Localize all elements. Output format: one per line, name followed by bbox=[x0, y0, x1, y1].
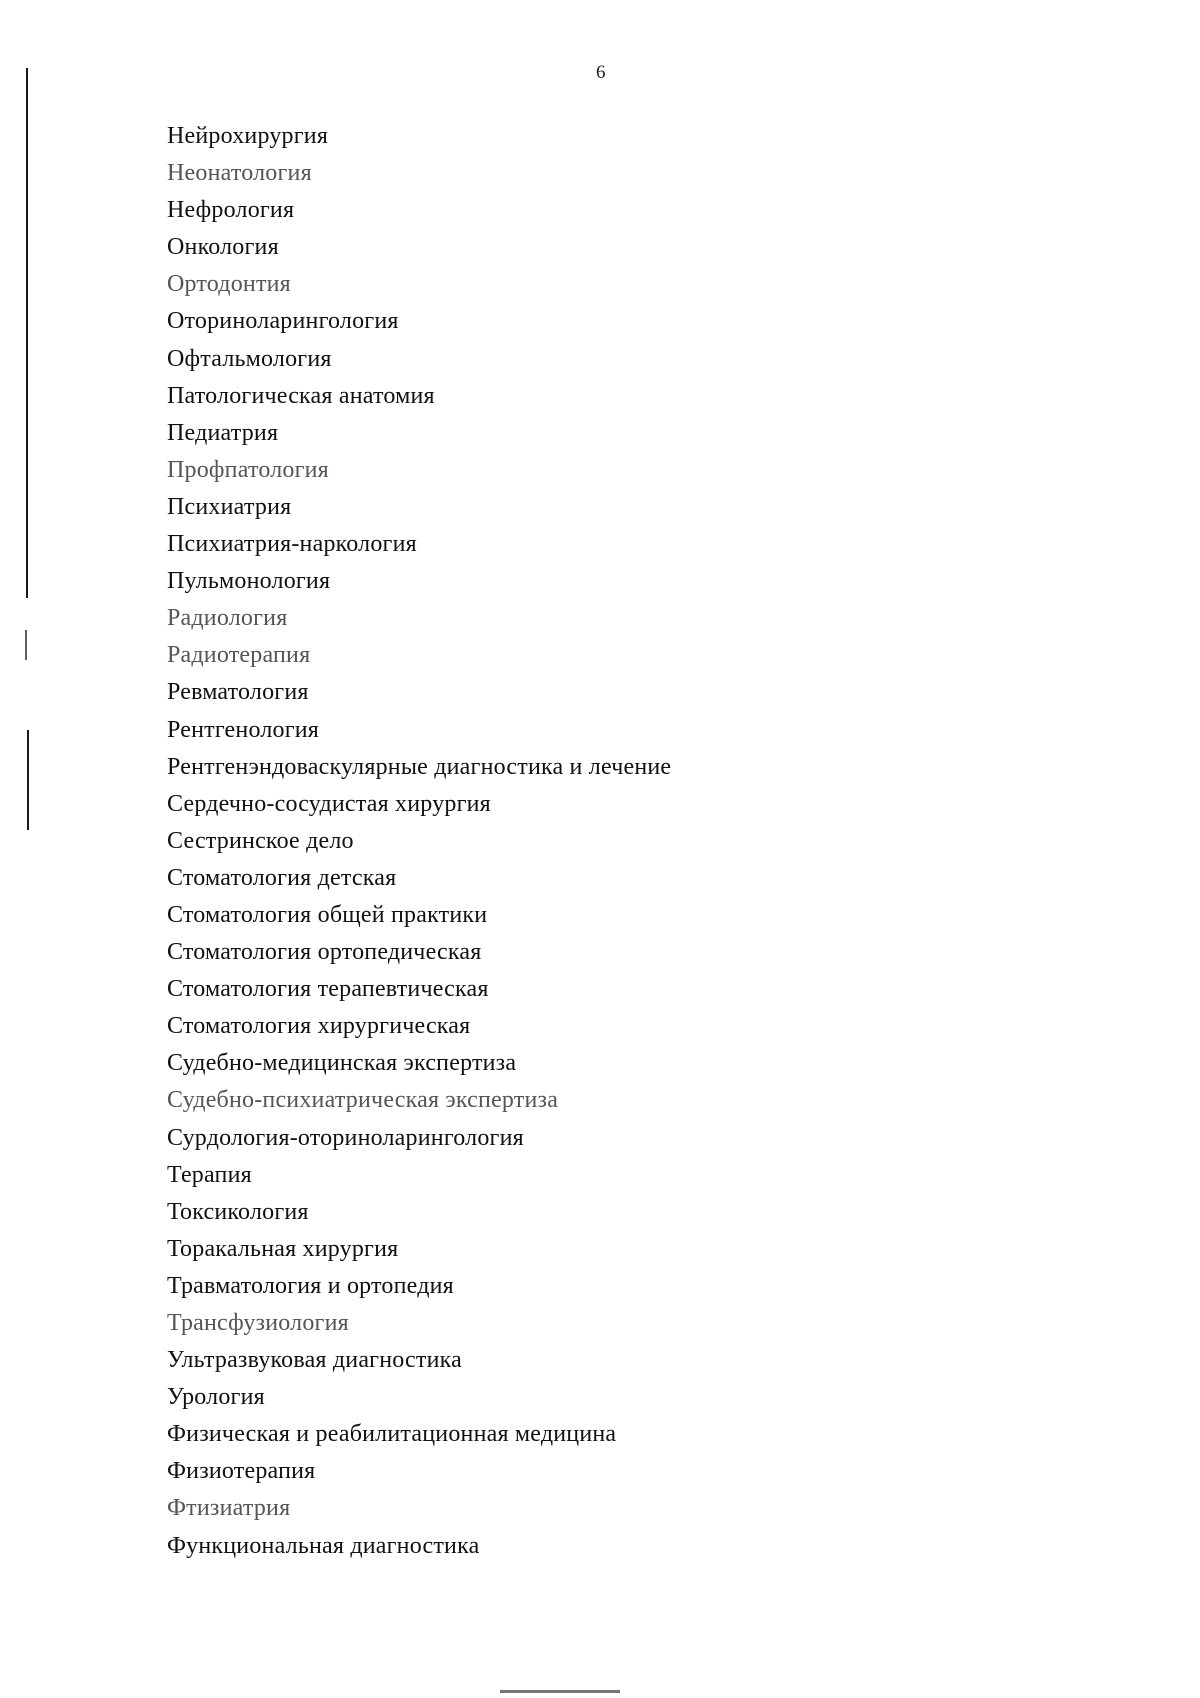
list-item: Торакальная хирургия bbox=[167, 1235, 399, 1262]
list-item: Педиатрия bbox=[167, 419, 279, 446]
list-item: Психиатрия bbox=[167, 493, 292, 520]
list-item: Судебно-медицинская экспертиза bbox=[167, 1050, 517, 1077]
list-item: Фтизиатрия bbox=[167, 1495, 291, 1522]
scan-edge-mark bbox=[25, 630, 27, 660]
list-item: Стоматология детская bbox=[167, 864, 397, 891]
list-item: Ультразвуковая диагностика bbox=[167, 1347, 462, 1374]
list-item: Оториноларингология bbox=[167, 308, 399, 335]
list-item: Нефрология bbox=[167, 197, 295, 224]
list-item: Сестринское дело bbox=[167, 827, 354, 854]
list-item: Профпатология bbox=[167, 456, 329, 483]
list-item: Стоматология терапевтическая bbox=[167, 976, 489, 1003]
list-item: Физическая и реабилитационная медицина bbox=[167, 1421, 617, 1448]
scan-bottom-mark bbox=[500, 1690, 620, 1693]
list-item: Сурдология-оториноларингология bbox=[167, 1124, 524, 1151]
list-item: Радиотерапия bbox=[167, 642, 311, 669]
list-item: Пульмонология bbox=[167, 568, 331, 595]
scan-edge-mark bbox=[26, 68, 28, 598]
list-item: Рентгенэндоваскулярные диагностика и лечение bbox=[167, 753, 672, 780]
list-item: Судебно-психиатрическая экспертиза bbox=[167, 1087, 559, 1114]
list-item: Травматология и ортопедия bbox=[167, 1272, 454, 1299]
list-item: Сердечно-сосудистая хирургия bbox=[167, 790, 491, 817]
list-item: Ревматология bbox=[167, 679, 309, 706]
list-item: Радиология bbox=[167, 605, 288, 632]
list-item: Ортодонтия bbox=[167, 271, 291, 298]
page-number: 6 bbox=[596, 62, 606, 83]
list-item: Нейрохирургия bbox=[167, 123, 329, 149]
list-item: Функциональная диагностика bbox=[167, 1532, 480, 1559]
list-item: Трансфузиология bbox=[167, 1310, 349, 1336]
list-item: Физиотерапия bbox=[167, 1458, 316, 1485]
list-item: Психиатрия-наркология bbox=[167, 531, 417, 558]
scan-edge-mark bbox=[27, 730, 29, 830]
list-item: Стоматология хирургическая bbox=[167, 1013, 471, 1040]
list-item: Офтальмология bbox=[167, 345, 332, 372]
list-item: Рентгенология bbox=[167, 716, 320, 743]
specialty-list bbox=[167, 118, 671, 1565]
list-item: Онкология bbox=[167, 234, 279, 261]
list-item: Неонатология bbox=[167, 160, 312, 187]
list-item: Стоматология ортопедическая bbox=[167, 939, 482, 966]
list-item: Патологическая анатомия bbox=[167, 382, 435, 409]
list-item: Урология bbox=[167, 1384, 265, 1411]
list-item: Токсикология bbox=[167, 1198, 309, 1225]
list-item: Стоматология общей практики bbox=[167, 901, 488, 928]
list-item: Терапия bbox=[167, 1161, 252, 1188]
